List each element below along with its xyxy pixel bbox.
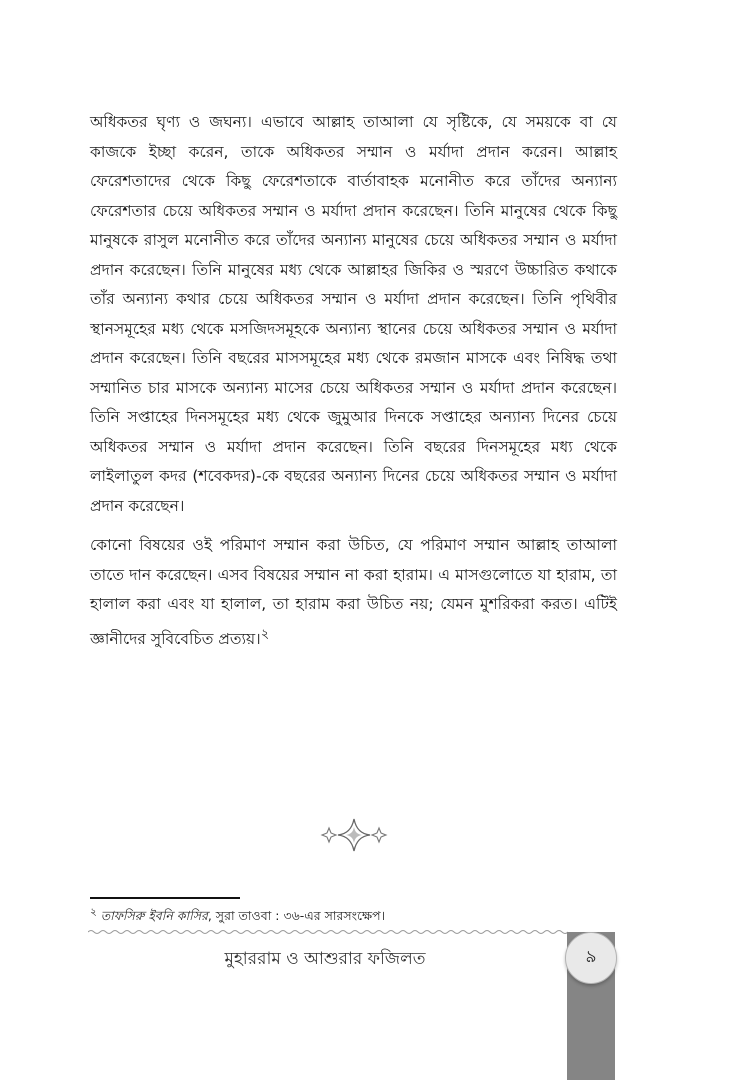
footnote-marker: ২ — [90, 906, 97, 918]
body-text — [90, 108, 617, 654]
section-divider-ornament-icon — [318, 817, 390, 853]
footnote-source: তাফসিরু ইবনি কাসির — [100, 908, 208, 924]
running-title: মুহাররাম ও আশুরার ফজিলত — [224, 949, 426, 969]
footnote-reference[interactable]: ২ — [260, 626, 270, 642]
paragraph-1: অধিকতর ঘৃণ্য ও জঘন্য। এভাবে আল্লাহ তাআলা যে সৃষ্টিকে, যে সময়কে বা যে কাজকে ইচ্ছা করেন, তাকে অধিকতর সম্মান ও মর্যাদা প্রদান করেন। আল্লাহ ফেরেশতাদের থেকে কিছু ফেরেশতাকে বার্তাবাহক মনোনীত করে তাঁদের অন্যান্য ফেরেশতার চেয়ে অধিকতর সম্মান ও মর্যাদা প্রদান করেছেন। তিনি মানুষের থেকে কিছু মানুষকে রাসুল মনোনীত করে তাঁদের অন্যান্য মানুষের চেয়ে অধিকতর সম্মান ও মর্যাদা প্রদান করেছেন। তিনি মানুষের মধ্য থেকে আল্লাহর জিকির ও স্মরণে উচ্চারিত কথাকে তাঁর অন্যান্য কথার চেয়ে অধিকতর সম্মান ও মর্যাদা প্রদান করেছেন। তিনি পৃথিবীর স্থানসমূহের মধ্য থেকে মসজিদসমূহকে অন্যান্য স্থানের চেয়ে অধিকতর সম্মান ও মর্যাদা প্রদান করেছেন। তিনি বছরের মাসসমূহের মধ্য থেকে রমজান মাসকে এবং নিষিদ্ধ তথা সম্মানিত চার মাসকে অন্যান্য মাসের চেয়ে অধিকতর সম্মান ও মর্যাদা প্রদান করেছেন। তিনি সপ্তাহের দিনসমূহের মধ্য থেকে জুমুআর দিনকে সপ্তাহের অন্যান্য দিনের চেয়ে অধিকতর সম্মান ও মর্যাদা প্রদান করেছেন। তিনি বছরের দিনসমূহের মধ্য থেকে লাইলাতুল কদর (শবেকদর)-কে বছরের অন্যান্য দিনের চেয়ে অধিকতর সম্মান ও মর্যাদা প্রদান করেছেন। — [90, 113, 617, 515]
paragraph-2-text: কোনো বিষয়ের ওই পরিমাণ সম্মান করা উচিত, যে পরিমাণ সম্মান আল্লাহ তাআলা তাতে দান করেছেন। এসব বিষয়ের সম্মান না করা হারাম। এ মাসগুলোতে যা হারাম, তা হালাল করা এবং যা হালাল, তা হারাম করা উচিত নয়; যেমন মুশরিকরা করত। এটিই জ্ঞানীদের সুবিবেচিত প্রত্যয়। — [90, 536, 617, 648]
footnote-text: , সুরা তাওবা : ৩৬-এর সারসংক্ষেপ। — [207, 908, 386, 924]
footer-wave-line — [88, 928, 568, 936]
footnote-separator — [90, 897, 240, 899]
paragraph-2 — [90, 531, 617, 654]
page-number: ৯ — [565, 932, 617, 984]
footnote — [90, 905, 385, 928]
